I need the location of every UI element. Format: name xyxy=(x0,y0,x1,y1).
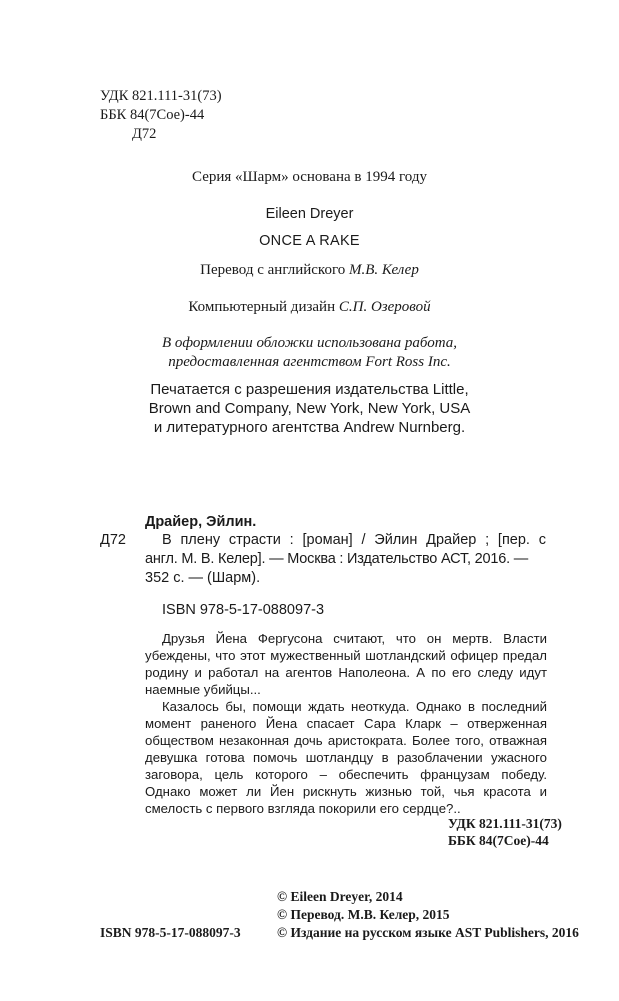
catalog-line3: 352 с. — (Шарм). xyxy=(145,570,261,586)
author-mark: Д72 xyxy=(132,126,157,142)
copyright-edition: © Издание на русском языке AST Publishers, 2016 xyxy=(277,925,579,940)
annotation-paragraph-2: Казалось бы, помощи ждать неоткуда. Однако в последний момент раненого Йена спасает Сара Кларк – отверженная обществом незаконная дочь аристократа. Более того, отважная девушка готова помочь шотландцу в разоблачении ужасного заговора, цель которого – обеспечить французам победу. Однако может ли Йен рискнуть жизнью той, чья красота и смелость с первого взгляда покорили его сердце?.. xyxy=(145,699,547,816)
catalog-isbn: ISBN 978-5-17-088097-3 xyxy=(162,602,325,618)
translation-line xyxy=(0,261,619,280)
original-title: ONCE A RAKE xyxy=(259,233,360,249)
original-author: Eileen Dreyer xyxy=(265,206,354,222)
udk-code-right: УДК 821.111-31(73) xyxy=(448,816,562,831)
bbk-code-right: ББК 84(7Сое)-44 xyxy=(448,833,549,848)
designer-name: С.П. Озеровой xyxy=(338,299,431,315)
translator-name: М.В. Келер xyxy=(348,262,419,278)
design-line xyxy=(0,298,619,317)
rights-line2: Brown and Company, New York, New York, USA xyxy=(148,400,471,417)
catalog-line2: англ. М. В. Келер]. — Москва : Издательство АСТ, 2016. — xyxy=(145,551,529,567)
series-line: Серия «Шарм» основана в 1994 году xyxy=(192,169,427,185)
copyright-translation: © Перевод. М.В. Келер, 2015 xyxy=(277,907,450,922)
catalog-mark: Д72 xyxy=(100,532,126,548)
cover-credit-line2: предоставленная агентством Fort Ross Inc. xyxy=(168,354,451,370)
catalog-author-heading: Драйер, Эйлин. xyxy=(145,514,257,530)
rights-line1: Печатается с разрешения издательства Little, xyxy=(150,381,469,398)
bbk-code: ББК 84(7Сое)-44 xyxy=(100,107,205,123)
copyright-author: © Eileen Dreyer, 2014 xyxy=(277,889,403,904)
catalog-line1: В плену страсти : [роман] / Эйлин Драйер ; [пер. с xyxy=(162,532,546,548)
rights-line3: и литературного агентства Andrew Nurnberg. xyxy=(153,419,466,436)
annotation-paragraph-1: Друзья Йена Фергусона считают, что он мертв. Власти убеждены, что этот мужественный шотландский офицер предал родину и работал на агентов Наполеона. А по его следу идут наемные убийцы... xyxy=(145,631,547,697)
translation-prefix: Перевод с английского xyxy=(200,262,346,278)
udk-code: УДК 821.111-31(73) xyxy=(100,88,222,104)
design-prefix: Компьютерный дизайн xyxy=(188,299,336,315)
cover-credit-line1: В оформлении обложки использована работа, xyxy=(161,335,457,351)
footer-isbn: ISBN 978-5-17-088097-3 xyxy=(100,925,241,940)
